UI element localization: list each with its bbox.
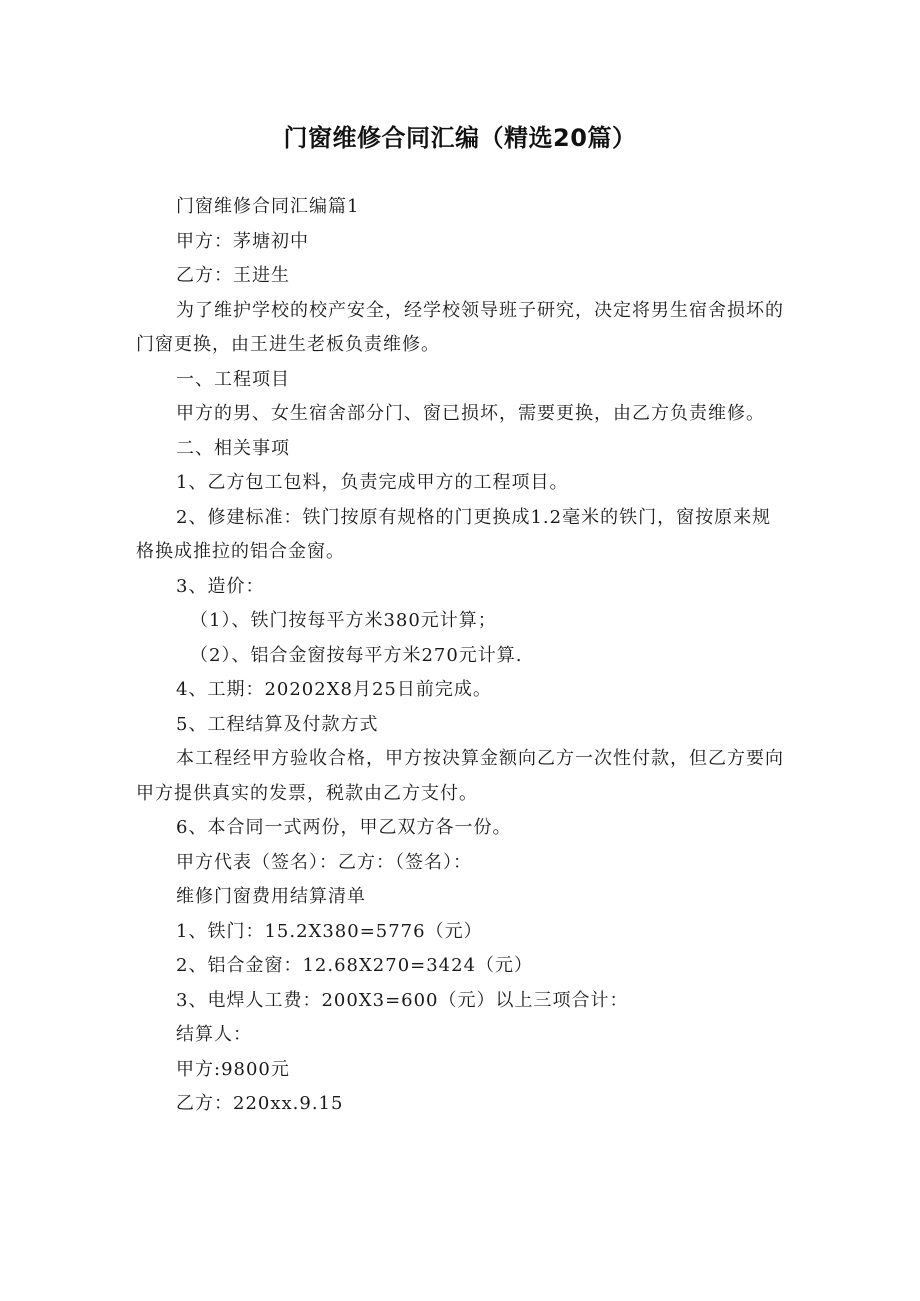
- paragraph: 2、修建标准：铁门按原有规格的门更换成1.2毫米的铁门，窗按原来规格换成推拉的铝合金窗。: [136, 506, 772, 562]
- paragraph: 甲方：茅塘初中: [176, 230, 309, 252]
- paragraph: 3、造价：: [176, 575, 265, 597]
- paragraph: （2）、铝合金窗按每平方米270元计算.: [190, 644, 523, 666]
- paragraph: 二、相关事项: [176, 437, 290, 459]
- paragraph: （1）、铁门按每平方米380元计算；: [190, 610, 497, 631]
- paragraph: 1、铁门：15.2X380=5776（元）: [176, 920, 483, 942]
- paragraph: 本工程经甲方验收合格，甲方按决算金额向乙方一次性付款，但乙方要向甲方提供真实的发票，税款由乙方支付。: [136, 748, 784, 804]
- paragraph: 4、工期：20202X8月25日前完成。: [176, 679, 492, 700]
- document-body: [136, 190, 784, 1122]
- paragraph: 乙方：王进生: [176, 265, 290, 286]
- paragraph: 结算人：: [176, 1024, 252, 1045]
- paragraph: 门窗维修合同汇编篇1: [176, 196, 360, 217]
- paragraph: 3、电焊人工费：200X3=600（元）以上三项合计：: [176, 989, 629, 1011]
- paragraph: 6、本合同一式两份，甲乙双方各一份。: [176, 817, 512, 838]
- paragraph: 2、铝合金窗：12.68X270=3424（元）: [176, 955, 534, 976]
- paragraph: 1、乙方包工包料，负责完成甲方的工程项目。: [176, 472, 569, 493]
- document-title: 门窗维修合同汇编（精选20篇）: [283, 124, 637, 152]
- paragraph: 一、工程项目: [176, 368, 290, 390]
- paragraph: 为了维护学校的校产安全，经学校领导班子研究，决定将男生宿舍损坏的门窗更换，由王进生老板负责维修。: [136, 299, 784, 355]
- paragraph: 5、工程结算及付款方式: [176, 713, 379, 735]
- paragraph: 乙方：220xx.9.15: [176, 1093, 344, 1114]
- paragraph: 甲方:9800元: [176, 1058, 290, 1080]
- paragraph: 维修门窗费用结算清单: [176, 886, 366, 907]
- paragraph: 甲方代表（签名）：乙方：（签名）：: [176, 851, 472, 873]
- paragraph: 甲方的男、女生宿舍部分门、窗已损坏，需要更换，由乙方负责维修。: [176, 403, 765, 424]
